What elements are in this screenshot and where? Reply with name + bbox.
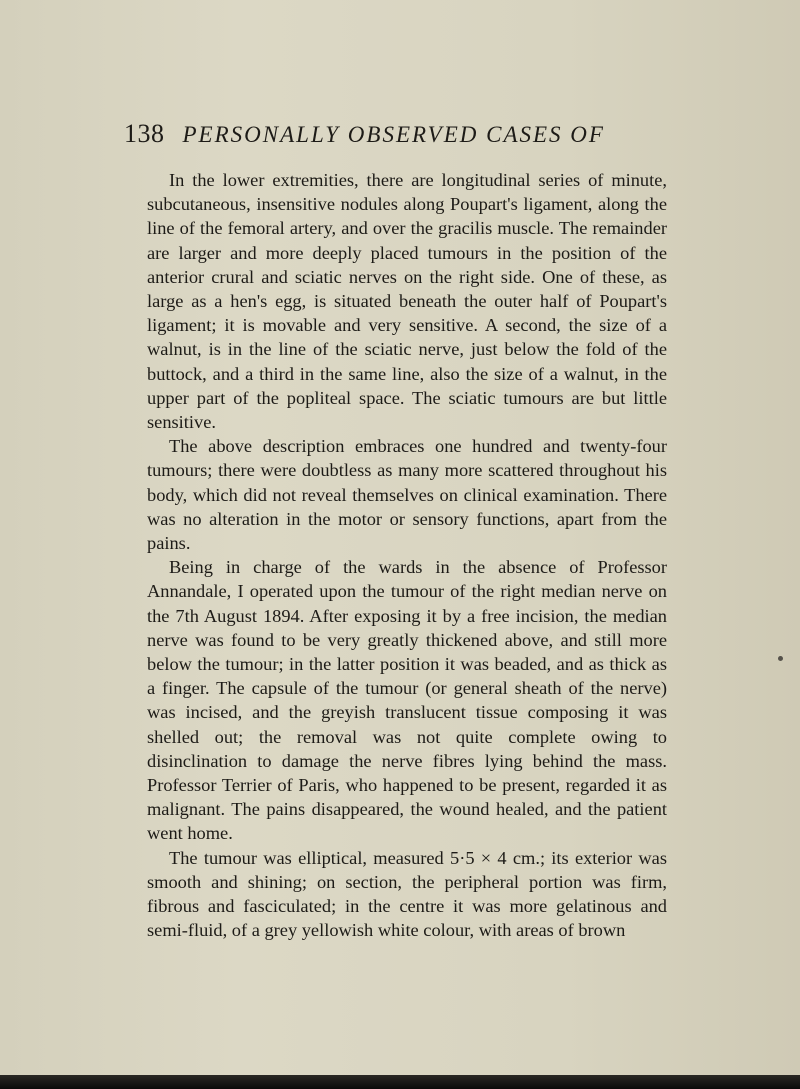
page-header <box>124 119 684 153</box>
paragraph-tumour-count: The above description embraces one hundred and twenty-four tumours; there were doubtless as many more scattered throughout his body, which did not reveal themselves on clinical examination. There was no alteration in the motor or sensory functions, apart from the pains. <box>147 436 667 554</box>
paragraph-tumour-description: The tumour was elliptical, measured 5·5 × 4 cm.; its exterior was smooth and shining; on section, the peripheral portion was firm, fibrous and fasciculated; in the centre it was more gelatinous and semi-fluid, of a grey yellowish white colour, with areas of brown <box>147 847 667 941</box>
page-number: 138 <box>124 119 165 148</box>
paragraph-lower-extremities: In the lower extremities, there are longitudinal series of minute, subcutaneous, insensitive nodules along Poupart's ligament, along the line of the femoral artery, and over the gracilis muscle. The remainder are larger and more deeply placed tumours in the position of the anterior crural and sciatic nerves on the right side. One of these, as large as a hen's egg, is situated beneath the outer half of Poupart's ligament; it is movable and very sensitive. A second, the size of a walnut, is in the line of the sciatic nerve, just below the fold of the buttock, and a third in the same line, also the size of a walnut, in the upper part of the popliteal space. The sciatic tumours are but little sensitive. <box>147 170 667 433</box>
ink-speck <box>778 656 783 661</box>
paragraph-operation: Being in charge of the wards in the absence of Professor Annandale, I operated upon the tumour of the right median nerve on the 7th August 1894. After exposing it by a free incision, the median nerve was found to be very greatly thickened above, and still more below the tumour; in the latter position it was beaded, and as thick as a finger. The capsule of the tumour (or general sheath of the nerve) was incised, and the greyish translucent tissue composing it was shelled out; the removal was not quite complete owing to disinclination to damage the nerve fibres lying behind the mass. Professor Terrier of Paris, who happened to be present, regarded it as malignant. The pains disappeared, the wound healed, and the patient went home. <box>147 557 667 844</box>
running-head: PERSONALLY OBSERVED CASES OF <box>182 122 605 147</box>
body-text <box>147 168 667 943</box>
page-bottom-edge <box>0 1075 800 1089</box>
